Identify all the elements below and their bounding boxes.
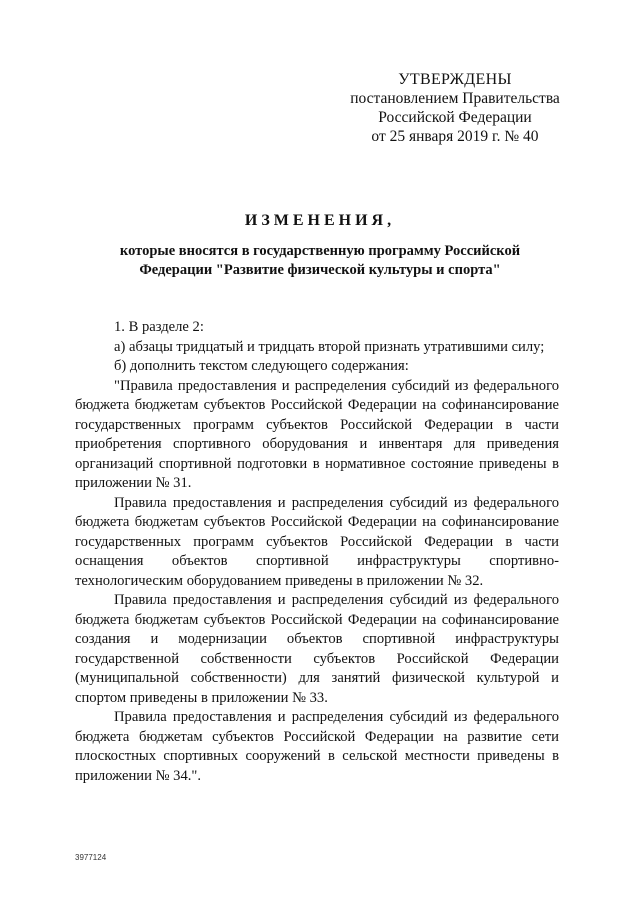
approval-block — [330, 70, 580, 146]
paragraph-1: 1. В разделе 2: — [114, 319, 204, 335]
document-subheading: которые вносятся в государственную программу Российской Федерации "Развитие физической культуры и спорта" — [119, 243, 521, 278]
paragraph-7: Правила предоставления и распределения субсидий из федерального бюджета бюджетам субъектов Российской Федерации на развитие сети плоскостных спортивных сооружений в сельской местности приведены в приложении № 34.". — [75, 709, 559, 784]
document-number: 3977124 — [75, 853, 107, 862]
document-heading: ИЗМЕНЕНИЯ, — [244, 212, 396, 229]
approval-line-3: от 25 января 2019 г. № 40 — [371, 128, 539, 145]
approval-line-1: постановлением Правительства — [350, 90, 560, 107]
document-body — [75, 318, 559, 786]
paragraph-3: б) дополнить текстом следующего содержания: — [114, 358, 409, 374]
paragraph-4: "Правила предоставления и распределения субсидий из федерального бюджета бюджетам субъектов Российской Федерации на софинансирование государственных программ субъектов Российской Федерации в части приобретения спортивного оборудования и инвентаря для приведения организаций спортивной подготовки в нормативное состояние приведены в приложении № 31. — [75, 377, 559, 491]
approval-line-2: Российской Федерации — [378, 109, 532, 126]
approval-title: УТВЕРЖДЕНЫ — [398, 71, 512, 88]
paragraph-2: а) абзацы тридцатый и тридцать второй признать утратившими силу; — [114, 338, 545, 355]
paragraph-5: Правила предоставления и распределения субсидий из федерального бюджета бюджетам субъектов Российской Федерации на софинансирование государственных программ субъектов Российской Федерации в части оснащения объектов спортивной инфраструктуры спортивно-технологическим оборудованием приведены в приложении № 32. — [75, 494, 559, 589]
paragraph-6: Правила предоставления и распределения субсидий из федерального бюджета бюджетам субъектов Российской Федерации на софинансирование создания и модернизации объектов спортивной инфраструктуры государственной собственности субъектов Российской Федерации (муниципальной собственности) для занятий физической культурой и спортом приведены в приложении № 33. — [75, 592, 559, 706]
